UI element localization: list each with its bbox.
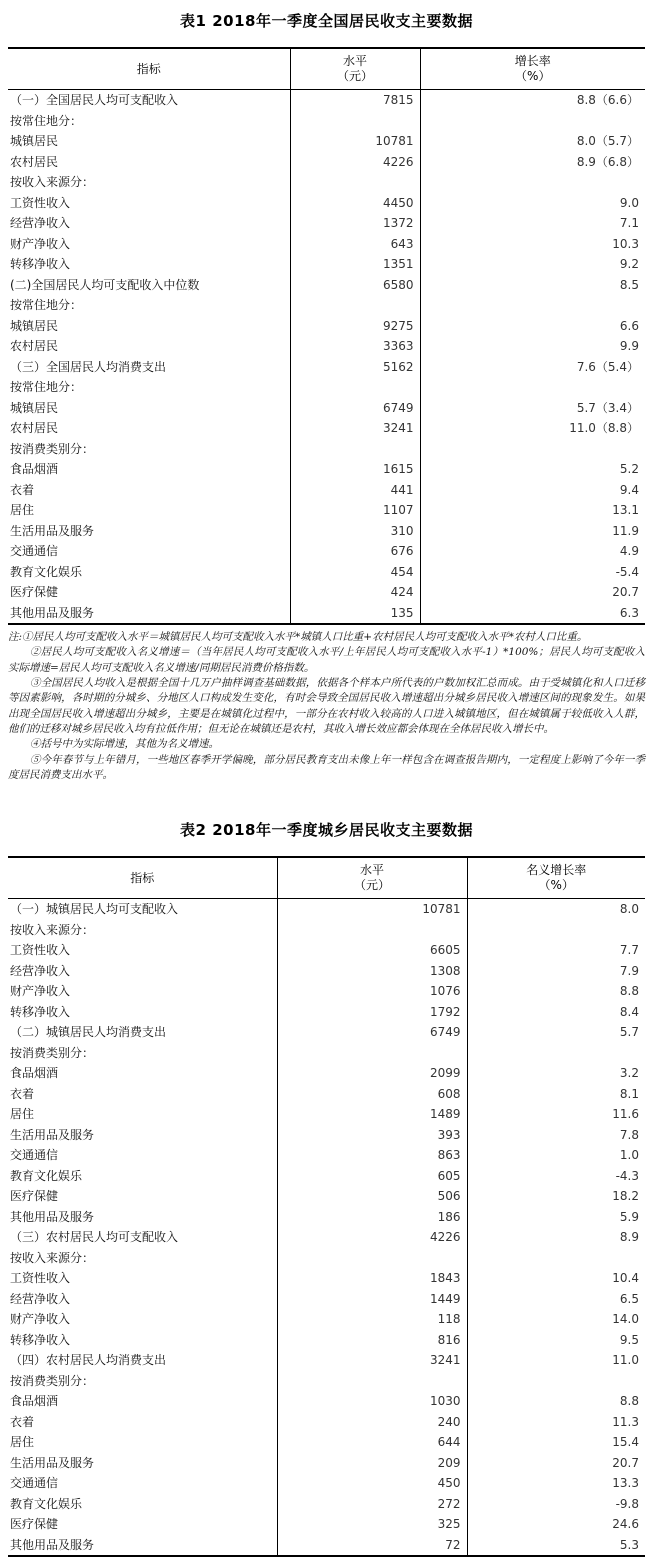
table-row xyxy=(8,603,645,625)
row-level-value: 1843 xyxy=(277,1268,467,1289)
row-growth-value: 8.0 xyxy=(467,899,645,920)
table-row xyxy=(8,1268,645,1289)
row-level-value: 272 xyxy=(277,1494,467,1515)
row-level-value: 118 xyxy=(277,1309,467,1330)
table-row xyxy=(8,582,645,603)
row-growth-value: -4.3 xyxy=(467,1166,645,1187)
row-level-value: 676 xyxy=(290,541,420,562)
row-growth-value xyxy=(420,377,645,398)
row-indicator-label: 生活用品及服务 xyxy=(10,523,95,538)
table-row xyxy=(8,336,645,357)
table1-col-indicator-label: 指标 xyxy=(136,61,161,76)
row-level-value: 4226 xyxy=(290,152,420,173)
row-level-value: 72 xyxy=(277,1535,467,1557)
row-growth-value: 11.6 xyxy=(467,1104,645,1125)
note-3: ③全国居民人均收入是根据全国十几万户抽样调查基础数据，依据各个样本户所代表的户数加权汇总而成。由于受城镇化和人口迁移等因素影响，各时期的分城乡、分地区人口构成发生变化，有时会导致全国居民收入增速超出分城乡居民收入增速区间的现象发生。如果出现全国居民收入增速超出分城乡，主要是在城镇化过程中，一部分在农村收入较高的人口进入城镇地区，但在城镇属于较低收入人群，他们的迁移对城乡居民收入均有拉低作用；但无论在城镇还是农村，其收入增长效应都会体现在全体居民收入增长中。 xyxy=(8,676,645,735)
row-indicator-label: 城镇居民 xyxy=(10,400,59,415)
table-row xyxy=(8,254,645,275)
table-row xyxy=(8,981,645,1002)
table-row xyxy=(8,1104,645,1125)
table-row xyxy=(8,1350,645,1371)
row-level-value: 3241 xyxy=(277,1350,467,1371)
table2-col-growth-label: 名义增长率 xyxy=(526,863,587,878)
row-indicator-label: 按收入来源分： xyxy=(10,175,95,189)
table-row xyxy=(8,1309,645,1330)
row-indicator-label: 其他用品及服务 xyxy=(10,1209,95,1224)
table2-col-growth xyxy=(467,857,645,899)
row-growth-value: 5.9 xyxy=(467,1207,645,1228)
row-growth-value xyxy=(467,920,645,941)
table1-col-level xyxy=(290,48,420,90)
table-row xyxy=(8,1043,645,1064)
row-level-value: 1351 xyxy=(290,254,420,275)
table-row xyxy=(8,213,645,234)
row-indicator-label: 按消费类别分： xyxy=(10,1045,95,1060)
row-growth-value: 24.6 xyxy=(467,1514,645,1535)
table-row xyxy=(8,152,645,173)
table-row xyxy=(8,1453,645,1474)
row-growth-value: 9.2 xyxy=(420,254,645,275)
row-level-value: 863 xyxy=(277,1145,467,1166)
table-row xyxy=(8,439,645,460)
row-level-value: 454 xyxy=(290,562,420,583)
row-growth-value: 6.5 xyxy=(467,1289,645,1310)
row-indicator-label: （三）农村居民人均可支配收入 xyxy=(10,1230,179,1245)
row-indicator-label: 转移净收入 xyxy=(10,1004,71,1019)
row-growth-value xyxy=(420,111,645,132)
table-row xyxy=(8,1166,645,1187)
row-growth-value: 5.2 xyxy=(420,459,645,480)
row-growth-value: 7.9 xyxy=(467,961,645,982)
row-indicator-label: 衣着 xyxy=(10,1414,35,1429)
row-level-value: 393 xyxy=(277,1125,467,1146)
table-row xyxy=(8,295,645,316)
row-level-value: 209 xyxy=(277,1453,467,1474)
row-indicator-label: 交通通信 xyxy=(10,544,59,558)
note-5: ⑤今年春节与上年错月，一些地区春季开学偏晚，部分居民教育支出未像上年一样包含在调查报告期内，一定程度上影响了今年一季度居民消费支出水平。 xyxy=(8,753,645,781)
note-4: ④括号中为实际增速，其他为名义增速。 xyxy=(30,738,219,751)
row-indicator-label: 转移净收入 xyxy=(10,257,71,271)
table-row xyxy=(8,1186,645,1207)
row-level-value: 608 xyxy=(277,1084,467,1105)
row-level-value: 644 xyxy=(277,1432,467,1453)
row-indicator-label: 医疗保健 xyxy=(10,1517,59,1532)
table-row xyxy=(8,316,645,337)
row-level-value: 6749 xyxy=(290,398,420,419)
row-growth-value: 18.2 xyxy=(467,1186,645,1207)
row-growth-value: 11.3 xyxy=(467,1412,645,1433)
row-level-value: 6605 xyxy=(277,940,467,961)
row-growth-value: 7.8 xyxy=(467,1125,645,1146)
row-indicator-label: 按收入来源分： xyxy=(10,1250,95,1265)
row-indicator-label: （四）农村居民人均消费支出 xyxy=(10,1353,167,1368)
row-growth-value: 14.0 xyxy=(467,1309,645,1330)
table2-col-indicator xyxy=(8,857,277,899)
row-growth-value: 11.9 xyxy=(420,521,645,542)
row-growth-value xyxy=(467,1248,645,1269)
table-row xyxy=(8,1289,645,1310)
row-indicator-label: 生活用品及服务 xyxy=(10,1127,95,1142)
row-level-value: 1792 xyxy=(277,1002,467,1023)
row-indicator-label: 食品烟酒 xyxy=(10,1066,59,1081)
row-indicator-label: 工资性收入 xyxy=(10,1271,71,1286)
row-indicator-label: 居住 xyxy=(10,1107,35,1122)
row-growth-value: 3.2 xyxy=(467,1063,645,1084)
row-level-value xyxy=(277,1371,467,1392)
row-level-value: 441 xyxy=(290,480,420,501)
table-row xyxy=(8,90,645,111)
table-row xyxy=(8,377,645,398)
table-row xyxy=(8,1145,645,1166)
row-growth-value: 8.8（6.6） xyxy=(420,90,645,111)
row-growth-value: 5.3 xyxy=(467,1535,645,1557)
table1-col-indicator xyxy=(8,48,290,90)
row-level-value xyxy=(290,439,420,460)
row-indicator-label: （一）城镇居民人均可支配收入 xyxy=(10,902,179,917)
row-indicator-label: 按消费类别分： xyxy=(10,441,95,456)
row-indicator-label: 农村居民 xyxy=(10,154,59,169)
row-indicator-label: 食品烟酒 xyxy=(10,1394,59,1409)
row-growth-value: 1.0 xyxy=(467,1145,645,1166)
row-growth-value: 13.3 xyxy=(467,1473,645,1494)
table1-col-level-unit: （元） xyxy=(336,69,373,83)
table-row xyxy=(8,1248,645,1269)
table-row xyxy=(8,193,645,214)
table2-header xyxy=(8,857,645,899)
row-level-value xyxy=(290,172,420,193)
row-growth-value xyxy=(420,439,645,460)
row-growth-value xyxy=(467,1371,645,1392)
table-row xyxy=(8,1371,645,1392)
row-indicator-label: 按消费类别分： xyxy=(10,1373,95,1388)
row-level-value: 240 xyxy=(277,1412,467,1433)
row-level-value xyxy=(277,1248,467,1269)
row-level-value: 1372 xyxy=(290,213,420,234)
row-indicator-label: 按常住地分： xyxy=(10,380,83,394)
row-level-value: 1030 xyxy=(277,1391,467,1412)
row-level-value xyxy=(277,1043,467,1064)
table-row xyxy=(8,1227,645,1248)
table-row xyxy=(8,1084,645,1105)
note-2: ②居民人均可支配收入名义增速＝（当年居民人均可支配收入水平/上年居民人均可支配收入水平-1）*100%；居民人均可支配收入实际增速=居民人均可支配收入名义增速/同期居民消费价格指数。 xyxy=(8,646,645,674)
table-row xyxy=(8,940,645,961)
row-growth-value: 9.0 xyxy=(420,193,645,214)
table-row xyxy=(8,398,645,419)
row-level-value: 310 xyxy=(290,521,420,542)
table2-body xyxy=(8,899,645,1557)
table1-title: 表1 2018年一季度全国居民收支主要数据 xyxy=(180,12,473,30)
row-growth-value: 9.4 xyxy=(420,480,645,501)
row-growth-value: 4.9 xyxy=(420,541,645,562)
row-indicator-label: 工资性收入 xyxy=(10,195,71,210)
row-indicator-label: 交通通信 xyxy=(10,1148,59,1163)
row-growth-value: 8.8 xyxy=(467,981,645,1002)
row-indicator-label: 按常住地分： xyxy=(10,298,83,312)
row-indicator-label: 教育文化娱乐 xyxy=(10,1168,83,1183)
table-row xyxy=(8,500,645,521)
row-level-value: 1449 xyxy=(277,1289,467,1310)
row-level-value: 2099 xyxy=(277,1063,467,1084)
row-level-value: 3241 xyxy=(290,418,420,439)
row-growth-value: 7.6（5.4） xyxy=(420,357,645,378)
row-level-value: 10781 xyxy=(277,899,467,920)
table-row xyxy=(8,1391,645,1412)
table-row xyxy=(8,541,645,562)
table-row xyxy=(8,111,645,132)
table-row xyxy=(8,172,645,193)
row-growth-value: 9.9 xyxy=(420,336,645,357)
table-row xyxy=(8,899,645,920)
row-indicator-label: 衣着 xyxy=(10,1086,35,1101)
row-indicator-label: 工资性收入 xyxy=(10,943,71,958)
row-level-value: 1107 xyxy=(290,500,420,521)
table-row xyxy=(8,1535,645,1557)
row-indicator-label: 教育文化娱乐 xyxy=(10,1496,83,1511)
table-row xyxy=(8,459,645,480)
table-row xyxy=(8,357,645,378)
table1-col-level-label: 水平 xyxy=(342,54,367,68)
row-growth-value: 10.4 xyxy=(467,1268,645,1289)
row-level-value: 1615 xyxy=(290,459,420,480)
row-indicator-label: 经营净收入 xyxy=(10,1291,71,1306)
row-level-value: 605 xyxy=(277,1166,467,1187)
row-growth-value: 15.4 xyxy=(467,1432,645,1453)
row-indicator-label: 按常住地分： xyxy=(10,113,83,128)
row-growth-value: 5.7 xyxy=(467,1022,645,1043)
table-row xyxy=(8,418,645,439)
row-growth-value: -5.4 xyxy=(420,562,645,583)
row-indicator-label: 城镇居民 xyxy=(10,134,59,148)
row-growth-value: 6.3 xyxy=(420,603,645,625)
table-row xyxy=(8,1063,645,1084)
row-level-value xyxy=(290,111,420,132)
row-indicator-label: 其他用品及服务 xyxy=(8,603,290,625)
row-level-value: 325 xyxy=(277,1514,467,1535)
row-indicator-label: 财产净收入 xyxy=(10,236,71,251)
table2 xyxy=(8,856,645,1557)
table-row xyxy=(8,275,645,296)
row-growth-value: 20.7 xyxy=(420,582,645,603)
row-level-value: 424 xyxy=(290,582,420,603)
section-spacer xyxy=(8,783,645,809)
row-level-value: 506 xyxy=(277,1186,467,1207)
table-row xyxy=(8,1207,645,1228)
table-row xyxy=(8,521,645,542)
row-level-value: 7815 xyxy=(290,90,420,111)
table1-notes xyxy=(8,625,645,783)
row-indicator-label: 经营净收入 xyxy=(10,963,71,978)
row-indicator-label: 食品烟酒 xyxy=(10,462,59,476)
row-indicator-label: 教育文化娱乐 xyxy=(10,564,83,579)
table-row xyxy=(8,1494,645,1515)
row-growth-value: 8.9（6.8） xyxy=(420,152,645,173)
row-level-value xyxy=(277,920,467,941)
table2-col-level-label: 水平 xyxy=(359,863,384,878)
row-growth-value: -9.8 xyxy=(467,1494,645,1515)
row-level-value: 1489 xyxy=(277,1104,467,1125)
row-growth-value: 11.0（8.8） xyxy=(420,418,645,439)
table1-body xyxy=(8,90,645,625)
table-row xyxy=(8,1432,645,1453)
row-growth-value: 6.6 xyxy=(420,316,645,337)
note-1: 注:①居民人均可支配收入水平＝城镇居民人均可支配收入水平*城镇人口比重+农村居民人均可支配收入水平*农村人口比重。 xyxy=(8,631,588,643)
row-indicator-label: 城镇居民 xyxy=(10,318,59,333)
row-growth-value: 8.9 xyxy=(467,1227,645,1248)
row-growth-value: 8.8 xyxy=(467,1391,645,1412)
row-level-value: 6580 xyxy=(290,275,420,296)
table-row xyxy=(8,131,645,152)
row-level-value: 5162 xyxy=(290,357,420,378)
row-indicator-label: 按收入来源分： xyxy=(10,922,95,937)
row-level-value: 1076 xyxy=(277,981,467,1002)
table-row xyxy=(8,1412,645,1433)
row-indicator-label: 居住 xyxy=(10,503,35,517)
table1-col-growth xyxy=(420,48,645,90)
table2-col-level-unit: （元） xyxy=(353,878,390,893)
row-level-value: 3363 xyxy=(290,336,420,357)
table-row xyxy=(8,562,645,583)
row-indicator-label: 经营净收入 xyxy=(10,216,71,230)
row-level-value: 135 xyxy=(290,603,420,625)
row-level-value: 450 xyxy=(277,1473,467,1494)
row-indicator-label: 交通通信 xyxy=(10,1476,59,1491)
row-indicator-label: 衣着 xyxy=(10,482,35,497)
row-level-value: 10781 xyxy=(290,131,420,152)
table-row xyxy=(8,480,645,501)
row-level-value: 6749 xyxy=(277,1022,467,1043)
row-indicator-label: 居住 xyxy=(10,1435,35,1450)
table-row xyxy=(8,961,645,982)
row-growth-value: 11.0 xyxy=(467,1350,645,1371)
row-indicator-label: 农村居民 xyxy=(10,421,59,435)
row-indicator-label: 农村居民 xyxy=(10,339,59,353)
row-growth-value: 13.1 xyxy=(420,500,645,521)
row-growth-value: 10.3 xyxy=(420,234,645,255)
table-row xyxy=(8,1330,645,1351)
table1-header xyxy=(8,48,645,90)
row-level-value: 1308 xyxy=(277,961,467,982)
row-indicator-label: （二）城镇居民人均消费支出 xyxy=(10,1025,167,1040)
row-growth-value: 8.4 xyxy=(467,1002,645,1023)
row-growth-value: 5.7（3.4） xyxy=(420,398,645,419)
row-indicator-label: （一）全国居民人均可支配收入 xyxy=(10,93,179,107)
table1 xyxy=(8,47,645,625)
table1-col-growth-label: 增长率 xyxy=(514,54,551,68)
row-level-value: 9275 xyxy=(290,316,420,337)
table2-col-growth-unit: （%） xyxy=(538,878,574,893)
row-indicator-label: （三）全国居民人均消费支出 xyxy=(10,359,167,374)
table-row xyxy=(8,1125,645,1146)
row-growth-value xyxy=(420,295,645,316)
table-row xyxy=(8,1473,645,1494)
row-indicator-label: 财产净收入 xyxy=(10,984,71,999)
row-indicator-label: 生活用品及服务 xyxy=(10,1455,95,1470)
row-indicator-label: 财产净收入 xyxy=(10,1312,71,1327)
row-growth-value: 8.0（5.7） xyxy=(420,131,645,152)
table-row xyxy=(8,1002,645,1023)
row-indicator-label: (二)全国居民人均可支配收入中位数 xyxy=(10,277,200,292)
table1-col-growth-unit: （%） xyxy=(515,69,551,83)
row-level-value: 186 xyxy=(277,1207,467,1228)
table2-col-level xyxy=(277,857,467,899)
table2-title: 表2 2018年一季度城乡居民收支主要数据 xyxy=(180,821,473,840)
row-growth-value xyxy=(467,1043,645,1064)
row-growth-value: 7.1 xyxy=(420,213,645,234)
row-level-value: 4450 xyxy=(290,193,420,214)
row-growth-value: 9.5 xyxy=(467,1330,645,1351)
table2-col-indicator-label: 指标 xyxy=(130,870,155,885)
table-row xyxy=(8,234,645,255)
row-indicator-label: 医疗保健 xyxy=(10,585,59,599)
row-indicator-label: 医疗保健 xyxy=(10,1189,59,1204)
row-growth-value: 8.1 xyxy=(467,1084,645,1105)
row-growth-value: 20.7 xyxy=(467,1453,645,1474)
row-level-value xyxy=(290,295,420,316)
table-row xyxy=(8,920,645,941)
row-indicator-label: 其他用品及服务 xyxy=(8,1535,277,1557)
row-level-value: 816 xyxy=(277,1330,467,1351)
row-level-value: 4226 xyxy=(277,1227,467,1248)
table-row xyxy=(8,1514,645,1535)
row-level-value: 643 xyxy=(290,234,420,255)
row-level-value xyxy=(290,377,420,398)
table-row xyxy=(8,1022,645,1043)
row-growth-value xyxy=(420,172,645,193)
row-indicator-label: 转移净收入 xyxy=(10,1332,71,1347)
row-growth-value: 7.7 xyxy=(467,940,645,961)
row-growth-value: 8.5 xyxy=(420,275,645,296)
